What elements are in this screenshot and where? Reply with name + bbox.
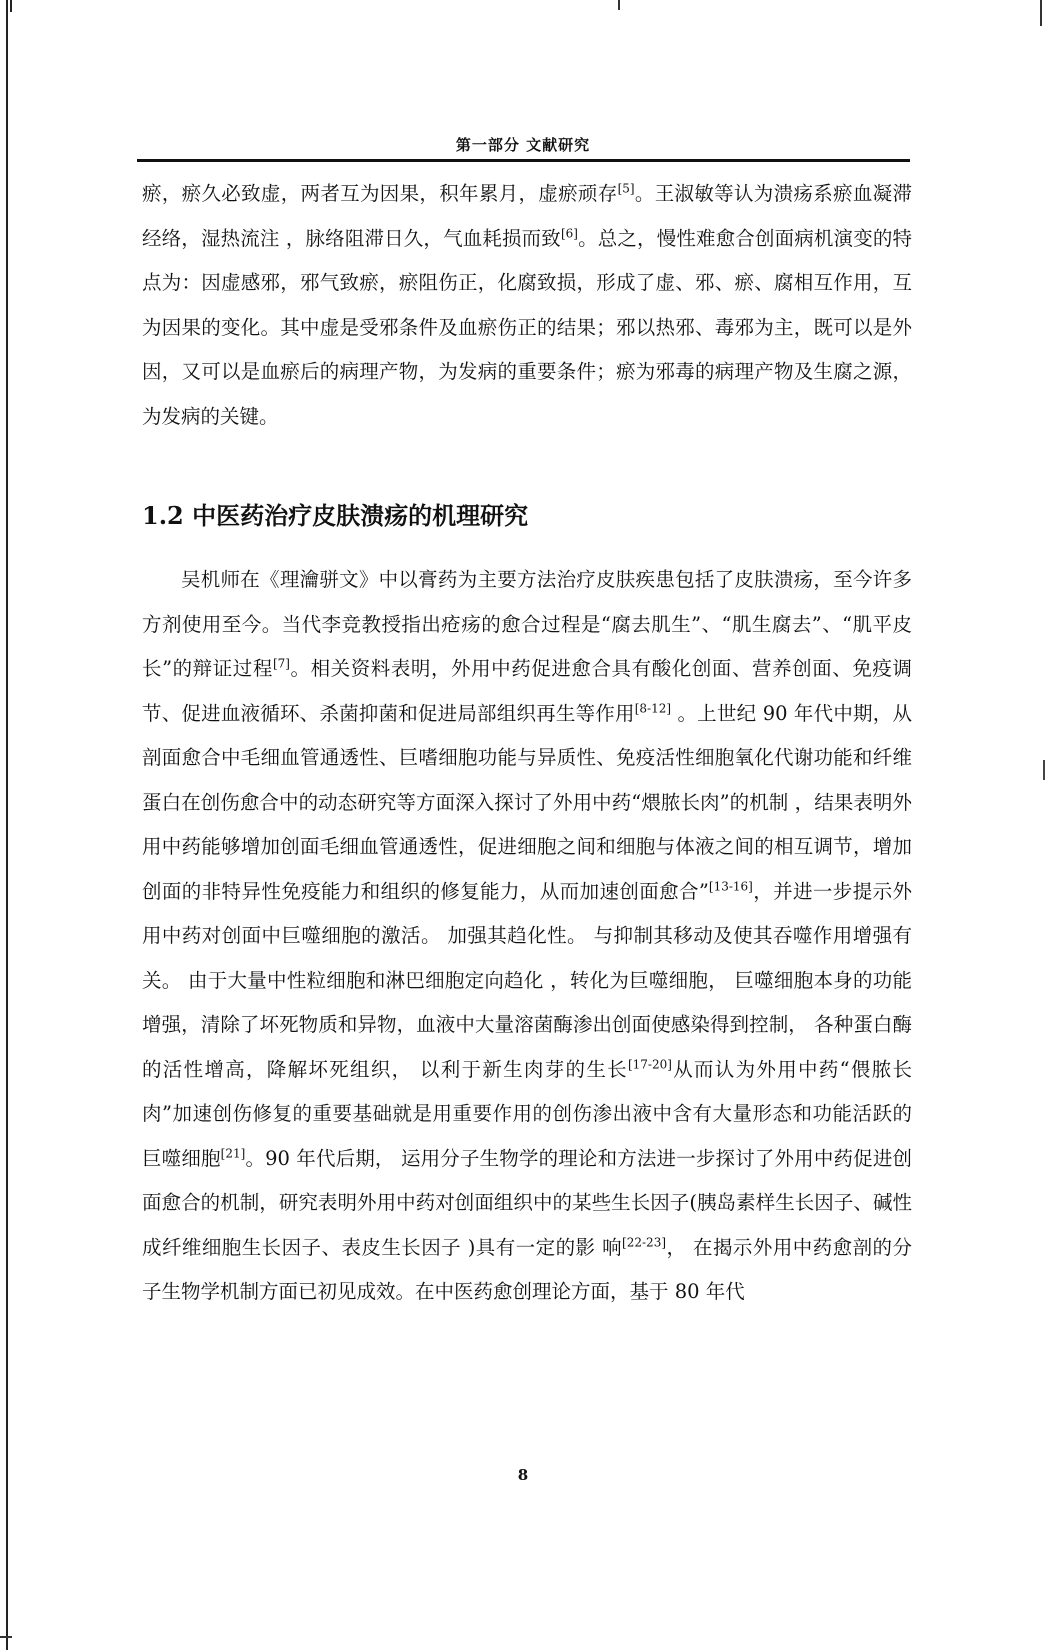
scan-mark-bottom-left xyxy=(0,1636,12,1638)
citation-ref: [8-12] xyxy=(634,701,672,715)
scan-mark-top xyxy=(618,0,620,10)
citation-ref: [13-16] xyxy=(708,879,753,893)
section-paragraph: 吴机师在《理瀹骈文》中以膏药为主要方法治疗皮肤疾患包括了皮肤溃疡，至今许多方剂使用至今。当代李竞教授指出疮疡的愈合过程是“腐去肌生”、“肌生腐去”、“肌平皮长”的辩证过程[7]。相关资料表明，外用中药促进愈合具有酸化创面、营养创面、免疫调节、促进血液循环、杀菌抑菌和促进局部组织再生等作用[8-12] 。上世纪 90 年代中期，从剖面愈合中毛细血管通透性、巨嗜细胞功能与异质性、免疫活性细胞氧化代谢功能和纤维蛋白在创伤愈合中的动态研究等方面深入探讨了外用中药“煨脓长肉”的机制 ，结果表明外用中药能够增加创面毛细血管通透性，促进细胞之间和细胞与体液之间的相互调节，增加创面的非特异性免疫能力和组织的修复能力，从而加速创面愈合”[13-16]，并进一步提示外用中药对创面中巨噬细胞的激活。 加强其趋化性。 与抑制其移动及使其吞噬作用增强有关。 由于大量中性粒细胞和淋巴细胞定向趋化 ，转化为巨噬细胞， 巨噬细胞本身的功能增强，清除了坏死物质和异物，血液中大量溶菌酶渗出创面使感染得到控制， 各种蛋白酶的活性增高，降解坏死组织， 以利于新生肉芽的生长[17-20]从而认为外用中药“偎脓长肉”加速创伤修复的重要基础就是用重要作用的创伤渗出液中含有大量形态和功能活跃的巨噬细胞[21]。90 年代后期， 运用分子生物学的理论和方法进一步探讨了外用中药促进创面愈合的机制，研究表明外用中药对创面组织中的某些生长因子(胰岛素样生长因子、碱性成纤维细胞生长因子、表皮生长因子 )具有一定的影 响[22-23]， 在揭示外用中药愈剖的分子生物学机制方面已初见成效。在中医药愈创理论方面，基于 80 年代 xyxy=(142,568,912,1303)
scan-edge-corner xyxy=(0,0,12,12)
citation-ref: [6] xyxy=(560,226,578,240)
citation-ref: [21] xyxy=(220,1146,246,1160)
header-rule xyxy=(137,159,910,162)
section-heading: 1.2 中医药治疗皮肤溃疡的机理研究 xyxy=(142,501,529,530)
running-header: 第一部分 文献研究 xyxy=(455,136,591,154)
citation-ref: [7] xyxy=(272,656,290,671)
paragraph-continued: 瘀，瘀久必致虚，两者互为因果，积年累月，虚瘀顽存[5]。王淑敏等认为溃疡系瘀血凝滞经络，湿热流注 ，脉络阻滞日久，气血耗损而致[6]。总之，慢性难愈合创面病机演变的特点为：因虚感邪，邪气致瘀，瘀阻伤正，化腐致损，形成了虚、邪、瘀、腐相互作用，互为因果的变化。其中虚是受邪条件及血瘀伤正的结果；邪以热邪、毒邪为主，既可以是外因，又可以是血瘀后的病理产物，为发病的重要条件；瘀为邪毒的病理产物及生腐之源，为发病的关键。 xyxy=(142,181,912,428)
scan-edge-left xyxy=(6,0,8,1650)
scan-mark-top-right xyxy=(1040,0,1042,26)
citation-ref: [17-20] xyxy=(627,1057,672,1071)
page-number: 8 xyxy=(517,1466,529,1484)
citation-ref: [22-23] xyxy=(622,1235,667,1249)
citation-ref: [5] xyxy=(617,181,635,196)
scan-mark-right xyxy=(1043,760,1045,780)
